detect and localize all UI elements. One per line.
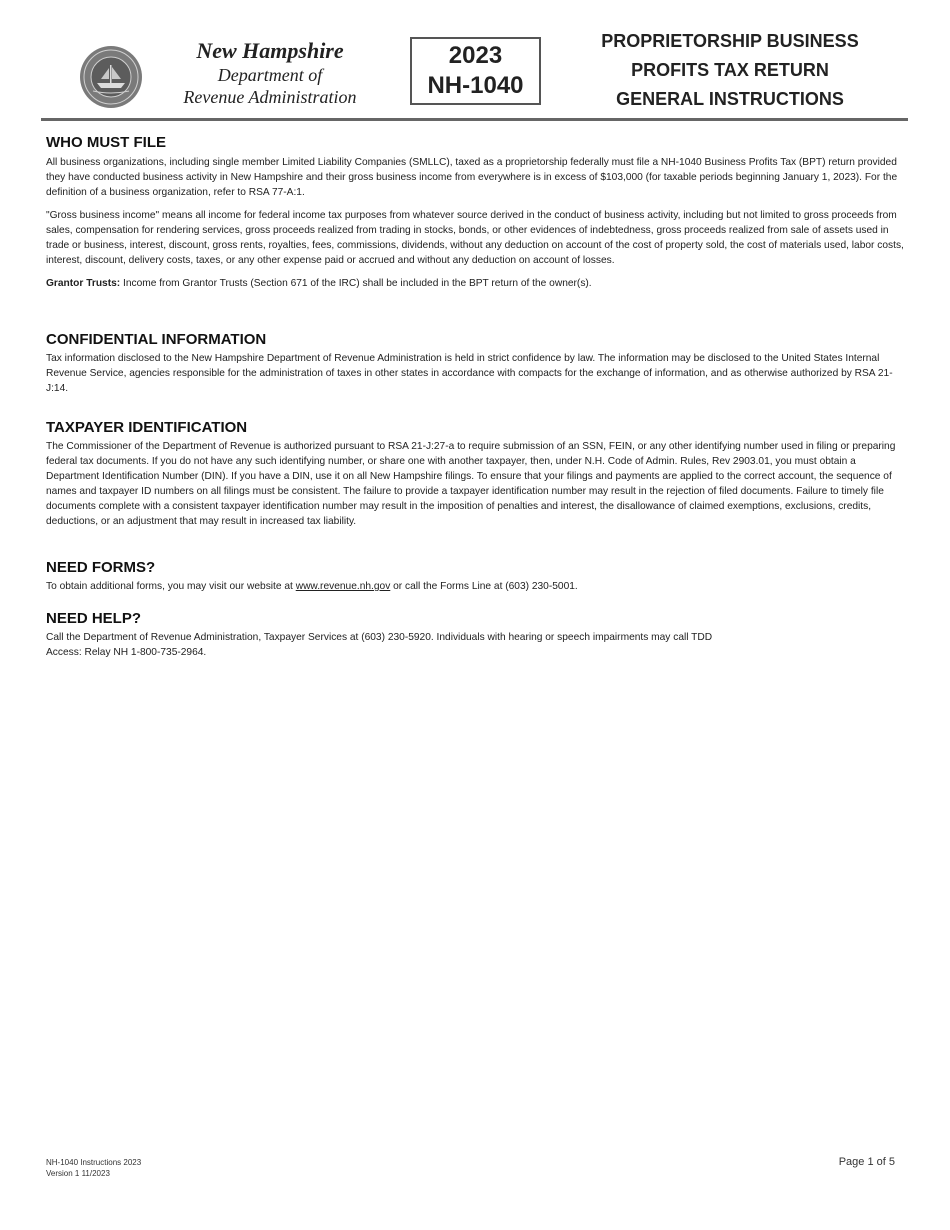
agency-line-2: Revenue Administration (183, 87, 357, 107)
website-link[interactable]: www.revenue.nh.gov (295, 581, 391, 592)
section-heading: CONFIDENTIAL INFORMATION (46, 331, 267, 348)
page-number: Page 1 of 5 (838, 1156, 895, 1168)
paragraph: All business organizations, including single member Limited Liability Companies (SMLLC), taxed as a proprietorship federally must file a NH-1040 Business Profits Tax (BPT) return provided they have conducted business activity in New Hampshire and their gross business income from everywhere is in excess of $103,000 (for taxable periods beginning January 1, 2023). For the definition of a business organization, refer to RSA 77-A:1. (46, 157, 898, 198)
footer-document-info (46, 1157, 141, 1179)
agency-state: New Hampshire (196, 38, 344, 63)
grantor-trusts-paragraph (46, 276, 908, 291)
section-need-forms (46, 557, 578, 594)
title-line-2: PROFITS TAX RETURN (631, 60, 829, 80)
document-title (560, 27, 900, 114)
paragraph (46, 579, 578, 594)
title-line-1: PROPRIETORSHIP BUSINESS (601, 31, 859, 51)
grantor-trusts-text: Income from Grantor Trusts (Section 671 of the IRC) shall be included in the BPT return of the owner(s). (120, 278, 592, 289)
agency-line-1: Department of (217, 65, 323, 85)
forms-text-before: To obtain additional forms, you may visit our website at (46, 581, 296, 592)
header-divider (41, 118, 908, 121)
paragraph: "Gross business income" means all income for federal income tax purposes from whatever source derived in the conduct of business activity, including but not limited to gross proceeds from sales, compensation for rendering services, gross proceeds realized from trading in stocks, bonds, or other evidences of indebtedness, gross proceeds realized from sale of assets used in trade or business, interest, discount, gross rents, royalties, fees, commissions, dividends, without any deduction on account of the cost of property sold, the cost of materials used, labor costs, interest, discount, delivery costs, taxes, or any other expense paid or accrued and without any deduction on account of losses. (46, 210, 904, 266)
footer-version: Version 1 11/2023 (46, 1169, 110, 1178)
section-heading: NEED HELP? (46, 610, 142, 627)
section-need-help (46, 608, 712, 660)
grantor-trusts-label: Grantor Trusts: (46, 278, 121, 289)
section-confidential-information (46, 329, 908, 396)
paragraph: Tax information disclosed to the New Hampshire Department of Revenue Administration is held in strict confidence by law. The information may be disclosed to the United States Internal Revenue Service, agencies responsible for the administration of taxes in other states in accordance with compacts for the exchange of information, and as otherwise authorized by RSA 21-J:14. (46, 353, 893, 394)
section-heading: NEED FORMS? (46, 559, 156, 576)
help-line-2: Access: Relay NH 1-800-735-2964. (46, 647, 207, 658)
form-number: NH-1040 (427, 72, 524, 99)
form-year: 2023 (448, 42, 503, 69)
section-heading: WHO MUST FILE (46, 134, 166, 151)
help-line-1: Call the Department of Revenue Administration, Taxpayer Services at (603) 230-5920. Individuals with hearing or speech impairments may call TDD (46, 632, 713, 643)
forms-text-after: or call the Forms Line at (603) 230-5001. (390, 581, 578, 592)
section-who-must-file (46, 132, 908, 291)
form-id-box (410, 37, 541, 105)
section-heading: TAXPAYER IDENTIFICATION (46, 419, 248, 436)
footer-doc-name: NH-1040 Instructions 2023 (46, 1158, 142, 1167)
section-taxpayer-identification (46, 417, 908, 529)
title-line-3: GENERAL INSTRUCTIONS (616, 89, 844, 109)
paragraph: The Commissioner of the Department of Revenue is authorized pursuant to RSA 21-J:27-a to require submission of an SSN, FEIN, or any other identifying number used in filing or preparing federal tax documents. If you do not have any such identifying number, or share one with another taxpayer, then, under N.H. Code of Admin. Rules, Rev 2903.01, you must obtain a Department Identification Number (DIN). If you have a DIN, use it on all New Hampshire filings. To ensure that your filings and payments are applied to the correct account, the sequence of names and taxpayer ID numbers on all filings must be consistent. The failure to provide a taxpayer identification number may result in the rejection of filed documents. Failure to timely file documents complete with a consistent taxpayer identification number may result in the imposition of penalties and interest, the disallowance of claimed exemptions, exclusions, credits, deductions, or an adjustment that may result in increased tax liability. (46, 441, 896, 527)
agency-name (150, 38, 390, 108)
state-seal-icon (79, 45, 143, 109)
